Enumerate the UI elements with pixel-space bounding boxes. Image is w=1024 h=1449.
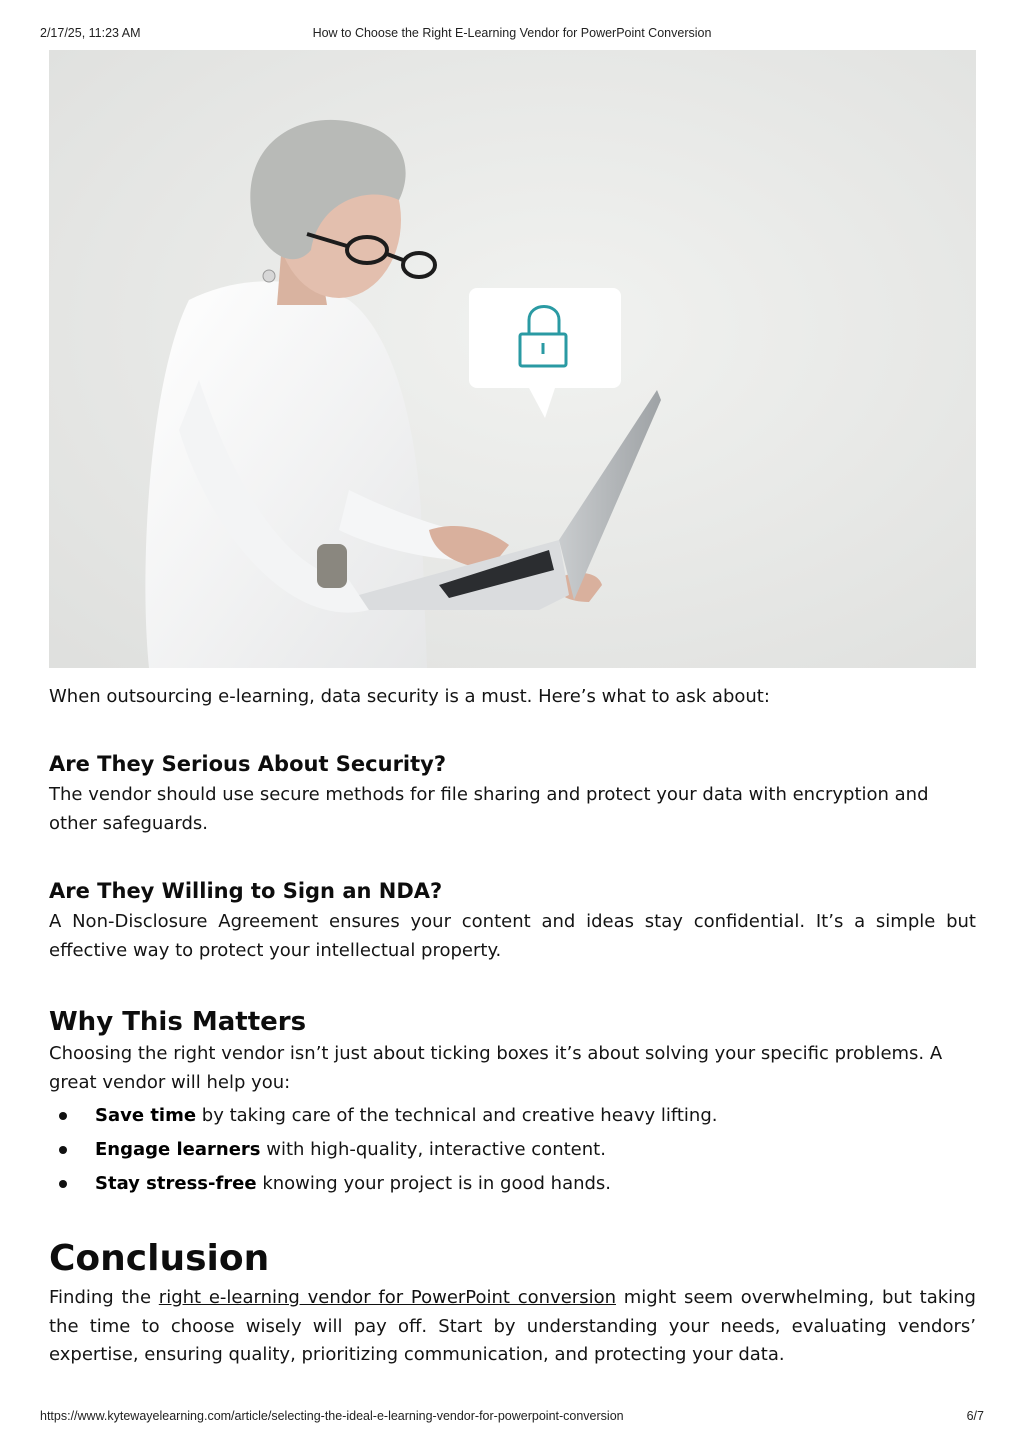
why-text: Choosing the right vendor isn’t just about ticking boxes it’s about solving your specific problems. A great vendor will help you:: [49, 1043, 943, 1093]
print-page-number: 6/7: [966, 1409, 984, 1423]
bullet-dot-icon: [59, 1146, 67, 1154]
benefit-text: with high-quality, interactive content.: [260, 1139, 606, 1160]
print-url: https://www.kytewayelearning.com/article/selecting-the-ideal-e-learning-vendor-for-powerpoint-conversion: [40, 1409, 624, 1423]
hero-illustration: [49, 50, 976, 668]
intro-text: When outsourcing e-learning, data security is a must. Here’s what to ask about:: [49, 686, 770, 707]
benefit-strong: Engage learners: [95, 1139, 261, 1160]
list-item: [49, 1133, 976, 1167]
benefit-strong: Save time: [95, 1105, 197, 1126]
benefit-text: knowing your project is in good hands.: [256, 1173, 612, 1194]
print-footer: [40, 1409, 984, 1425]
bullet-dot-icon: [59, 1180, 67, 1188]
bracelet: [317, 544, 347, 588]
benefit-strong: Stay stress-free: [95, 1173, 257, 1194]
print-page-title: How to Choose the Right E-Learning Vendor for PowerPoint Conversion: [312, 26, 712, 40]
benefit-list: [49, 1099, 976, 1201]
nda-section: [49, 876, 976, 965]
conclusion-heading: Conclusion: [49, 1238, 270, 1279]
hero-image: [49, 50, 976, 668]
conclusion-section: [49, 1236, 976, 1370]
why-heading: Why This Matters: [49, 1007, 307, 1037]
print-datetime: 2/17/25, 11:23 AM: [40, 26, 141, 40]
list-item: [49, 1099, 976, 1133]
security-text: The vendor should use secure methods for file sharing and protect your data with encryption and other safeguards.: [49, 784, 929, 834]
security-heading: Are They Serious About Security?: [49, 752, 447, 776]
list-item: [49, 1167, 976, 1201]
intro-section: [49, 683, 976, 712]
conclusion-text: [49, 1284, 976, 1370]
vendor-link[interactable]: right e-learning vendor for PowerPoint conversion: [158, 1287, 616, 1308]
print-header: [40, 26, 984, 42]
conclusion-text-before: Finding the: [49, 1287, 159, 1308]
security-section: [49, 749, 976, 838]
nda-heading: Are They Willing to Sign an NDA?: [49, 879, 443, 903]
why-section: [49, 1004, 976, 1201]
bullet-dot-icon: [59, 1112, 67, 1120]
conclusion-text-after: might seem overwhelming, but taking the time to choose wisely will pay off. Start by understanding your needs, evaluating vendors’ expertise, ensuring quality, prioritizing communication, and protecting your data.: [49, 1287, 976, 1365]
nda-text: A Non-Disclosure Agreement ensures your content and ideas stay confidential. It’s a simple but effective way to protect your intellectual property.: [49, 911, 976, 961]
benefit-text: by taking care of the technical and creative heavy lifting.: [196, 1105, 718, 1126]
